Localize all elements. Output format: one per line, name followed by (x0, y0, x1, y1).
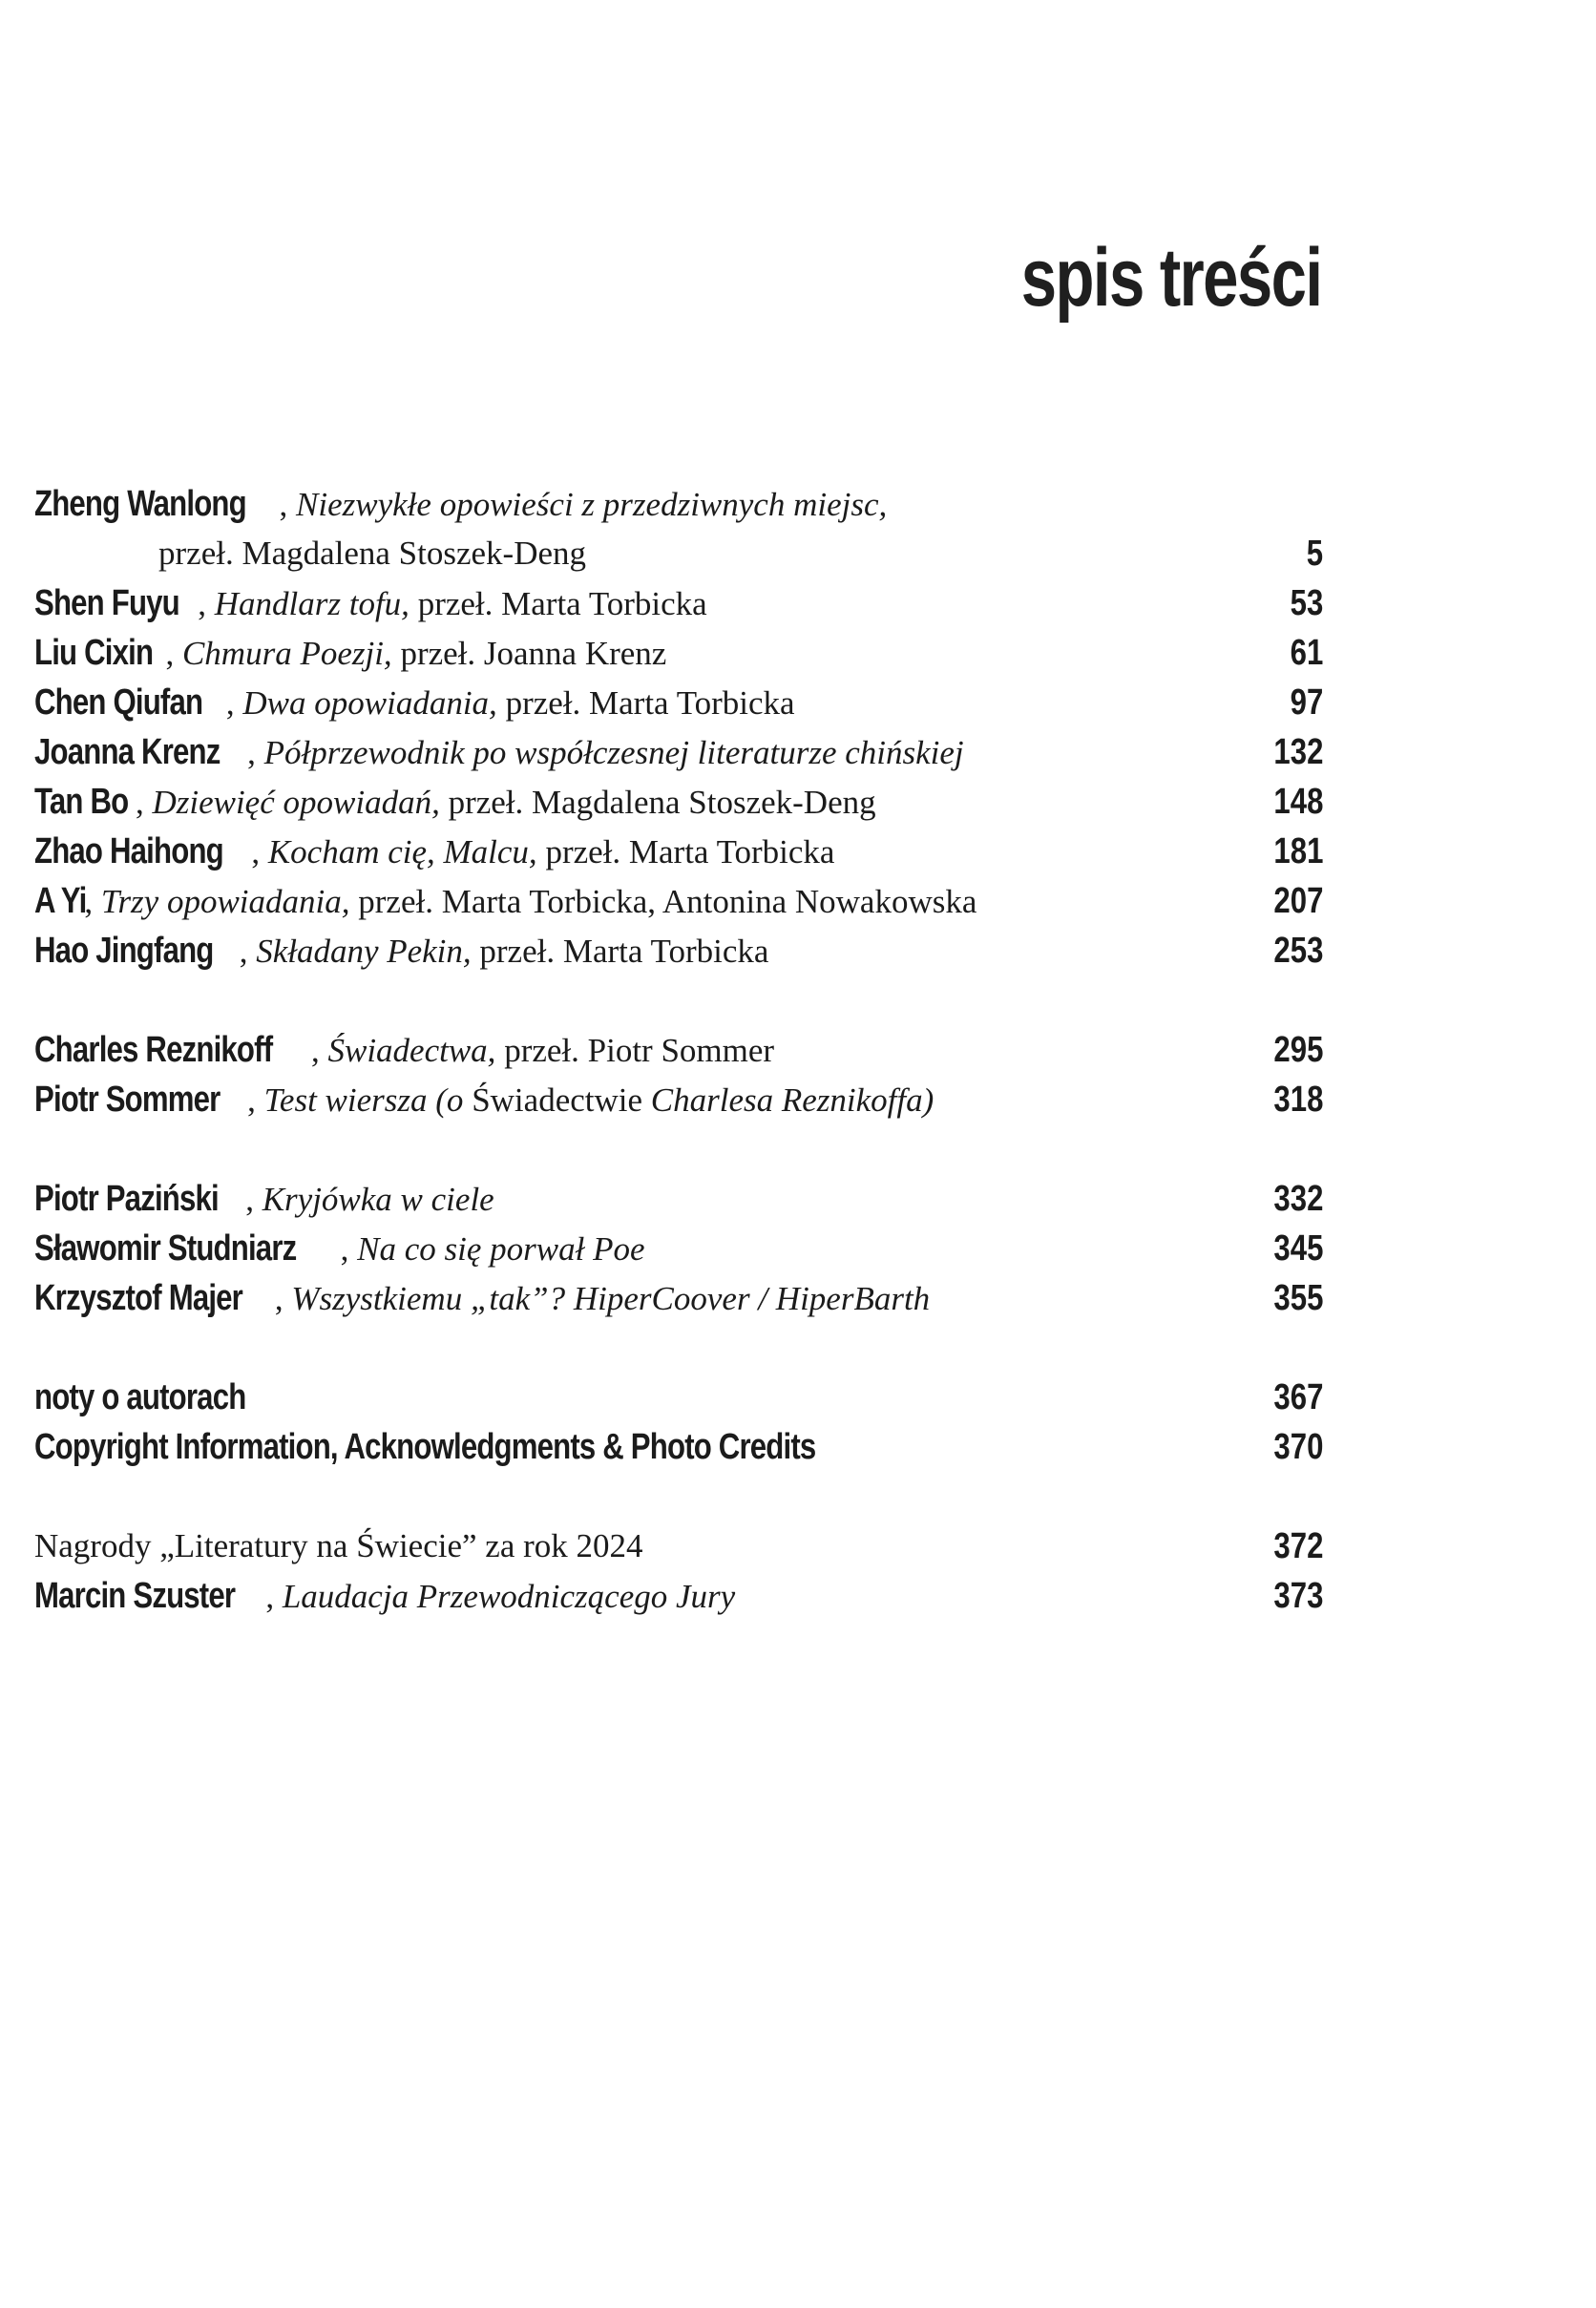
entry-page-number: 5 (1306, 534, 1323, 574)
entry-title: Niezwykłe opowieści z przedziwnych miejsc, (296, 486, 888, 523)
entry-author: Joanna Krenz (34, 732, 220, 772)
entry-author: A Yi (34, 881, 87, 921)
entry-page-number: 332 (1273, 1179, 1323, 1219)
entry-translator: przeł. Marta Torbicka (471, 933, 769, 970)
entry-page-number: 372 (1273, 1526, 1323, 1566)
entry-title: Kocham cię, Malcu, (267, 833, 537, 871)
toc-group-back-matter (34, 1373, 1323, 1472)
toc-entry[interactable] (34, 1521, 1323, 1571)
entry-author: Zheng Wanlong (34, 484, 246, 524)
entry-author: Piotr Paziński (34, 1179, 219, 1219)
entry-page-number: 295 (1273, 1030, 1323, 1070)
entry-title: Półprzewodnik po współczesnej literaturze chińskiej (263, 734, 964, 771)
toc-entry[interactable] (34, 1422, 1323, 1472)
toc-entry[interactable]: Krzysztof Majer , Wszystkiemu „tak”? HiperCoover / HiperBarth 355 (34, 1273, 1323, 1323)
entry-page-number: 53 (1290, 583, 1323, 623)
entry-title: Wszystkiemu „tak”? HiperCoover / HiperBarth (291, 1280, 931, 1317)
table-of-contents (34, 479, 1323, 1670)
toc-entry[interactable] (34, 1373, 1323, 1422)
entry-translator: przeł. Marta Torbicka, Antonina Nowakowska (349, 883, 977, 920)
entry-title: Na co się porwał Poe (357, 1230, 645, 1268)
toc-entry[interactable]: Zhao Haihong , Kocham cię, Malcu, przeł. Marta Torbicka 181 (34, 827, 1323, 876)
entry-author: Piotr Sommer (34, 1080, 220, 1120)
toc-entry[interactable]: Piotr Paziński , Kryjówka w ciele 332 (34, 1174, 1323, 1224)
entry-heading: noty o autorach (34, 1377, 246, 1417)
entry-translator: przeł. Magdalena Stoszek-Deng (158, 535, 587, 572)
entry-author: Charles Reznikoff (34, 1030, 273, 1070)
entry-author: Hao Jingfang (34, 931, 214, 971)
entry-page-number: 370 (1273, 1427, 1323, 1467)
entry-title: Chmura Poezji, (181, 635, 392, 672)
toc-entry[interactable]: Piotr Sommer , Test wiersza (o Świadectwie Charlesa Reznikoffa) 318 (34, 1075, 1323, 1124)
entry-title: Dziewięć opowiadań, (152, 784, 440, 821)
entry-author: Marcin Szuster (34, 1576, 236, 1616)
toc-group-essays (34, 1174, 1323, 1323)
entry-author: Shen Fuyu (34, 583, 179, 623)
entry-translator: przeł. Marta Torbicka (496, 684, 795, 722)
entry-title: Świadectwa, (327, 1032, 496, 1069)
entry-page-number: 207 (1273, 881, 1323, 921)
entry-translator: przeł. Marta Torbicka (536, 833, 835, 871)
entry-page-number: 97 (1290, 682, 1323, 723)
toc-entry[interactable]: Marcin Szuster , Laudacja Przewodniczącego Jury 373 (34, 1571, 1323, 1621)
entry-page-number: 132 (1273, 732, 1323, 772)
toc-entry[interactable]: Sławomir Studniarz , Na co się porwał Poe 345 (34, 1224, 1323, 1273)
entry-page-number: 367 (1273, 1377, 1323, 1417)
toc-entry[interactable]: Joanna Krenz , Półprzewodnik po współczesnej literaturze chińskiej 132 (34, 727, 1323, 777)
entry-page-number: 61 (1290, 633, 1323, 673)
entry-page-number: 355 (1273, 1278, 1323, 1318)
toc-entry[interactable]: Chen Qiufan , Dwa opowiadania, przeł. Marta Torbicka 97 (34, 678, 1323, 727)
entry-author: Liu Cixin (34, 633, 154, 673)
entry-plain-title: Nagrody „Literatury na Świecie” za rok 2024 (34, 1527, 643, 1564)
entry-author: Krzysztof Majer (34, 1278, 242, 1318)
entry-page-number: 148 (1273, 782, 1323, 822)
entry-translator: przeł. Magdalena Stoszek-Deng (439, 784, 876, 821)
page-title: spis treści (1020, 232, 1321, 324)
entry-title: Laudacja Przewodniczącego Jury (282, 1578, 736, 1615)
toc-entry[interactable]: Liu Cixin , Chmura Poezji, przeł. Joanna Krenz 61 (34, 628, 1323, 678)
entry-title-roman: Świadectwie (472, 1081, 643, 1119)
entry-page-number: 253 (1273, 931, 1323, 971)
entry-author: Tan Bo (34, 782, 129, 822)
entry-page-number: 373 (1273, 1576, 1323, 1616)
entry-title: Handlarz tofu, (214, 585, 410, 622)
toc-entry[interactable]: Charles Reznikoff , Świadectwa, przeł. Piotr Sommer 295 (34, 1025, 1323, 1075)
entry-translator: przeł. Joanna Krenz (391, 635, 667, 672)
entry-title-continued: Charlesa Reznikoffa) (642, 1081, 934, 1119)
entry-heading: Copyright Information, Acknowledgments & Photo Credits (34, 1427, 816, 1467)
toc-group-reznikoff (34, 1025, 1323, 1124)
entry-page-number: 345 (1273, 1228, 1323, 1269)
entry-translator: przeł. Piotr Sommer (495, 1032, 775, 1069)
entry-title: Składany Pekin, (256, 933, 472, 970)
entry-page-number: 318 (1273, 1080, 1323, 1120)
toc-group-awards (34, 1521, 1323, 1621)
entry-author: Sławomir Studniarz (34, 1228, 297, 1269)
entry-title: Test wiersza (o (263, 1081, 472, 1119)
toc-entry[interactable]: Zheng Wanlong , Niezwykłe opowieści z przedziwnych miejsc, przeł. Magdalena Stoszek-Deng 5 (34, 479, 1323, 578)
entry-author: Chen Qiufan (34, 682, 203, 723)
entry-author: Zhao Haihong (34, 831, 223, 871)
toc-entry[interactable]: Shen Fuyu , Handlarz tofu, przeł. Marta Torbicka 53 (34, 578, 1323, 628)
entry-page-number: 181 (1273, 831, 1323, 871)
toc-group-chinese-literature (34, 479, 1323, 976)
toc-entry[interactable]: Tan Bo , Dziewięć opowiadań, przeł. Magdalena Stoszek-Deng 148 (34, 777, 1323, 827)
entry-translator: przeł. Marta Torbicka (409, 585, 707, 622)
entry-title: Dwa opowiadania, (242, 684, 497, 722)
toc-entry[interactable]: Hao Jingfang , Składany Pekin, przeł. Marta Torbicka 253 (34, 926, 1323, 976)
entry-title: Kryjówka w ciele (262, 1181, 494, 1218)
toc-entry[interactable]: A Yi, Trzy opowiadania, przeł. Marta Torbicka, Antonina Nowakowska 207 (34, 876, 1323, 926)
entry-title: Trzy opowiadania, (100, 883, 350, 920)
